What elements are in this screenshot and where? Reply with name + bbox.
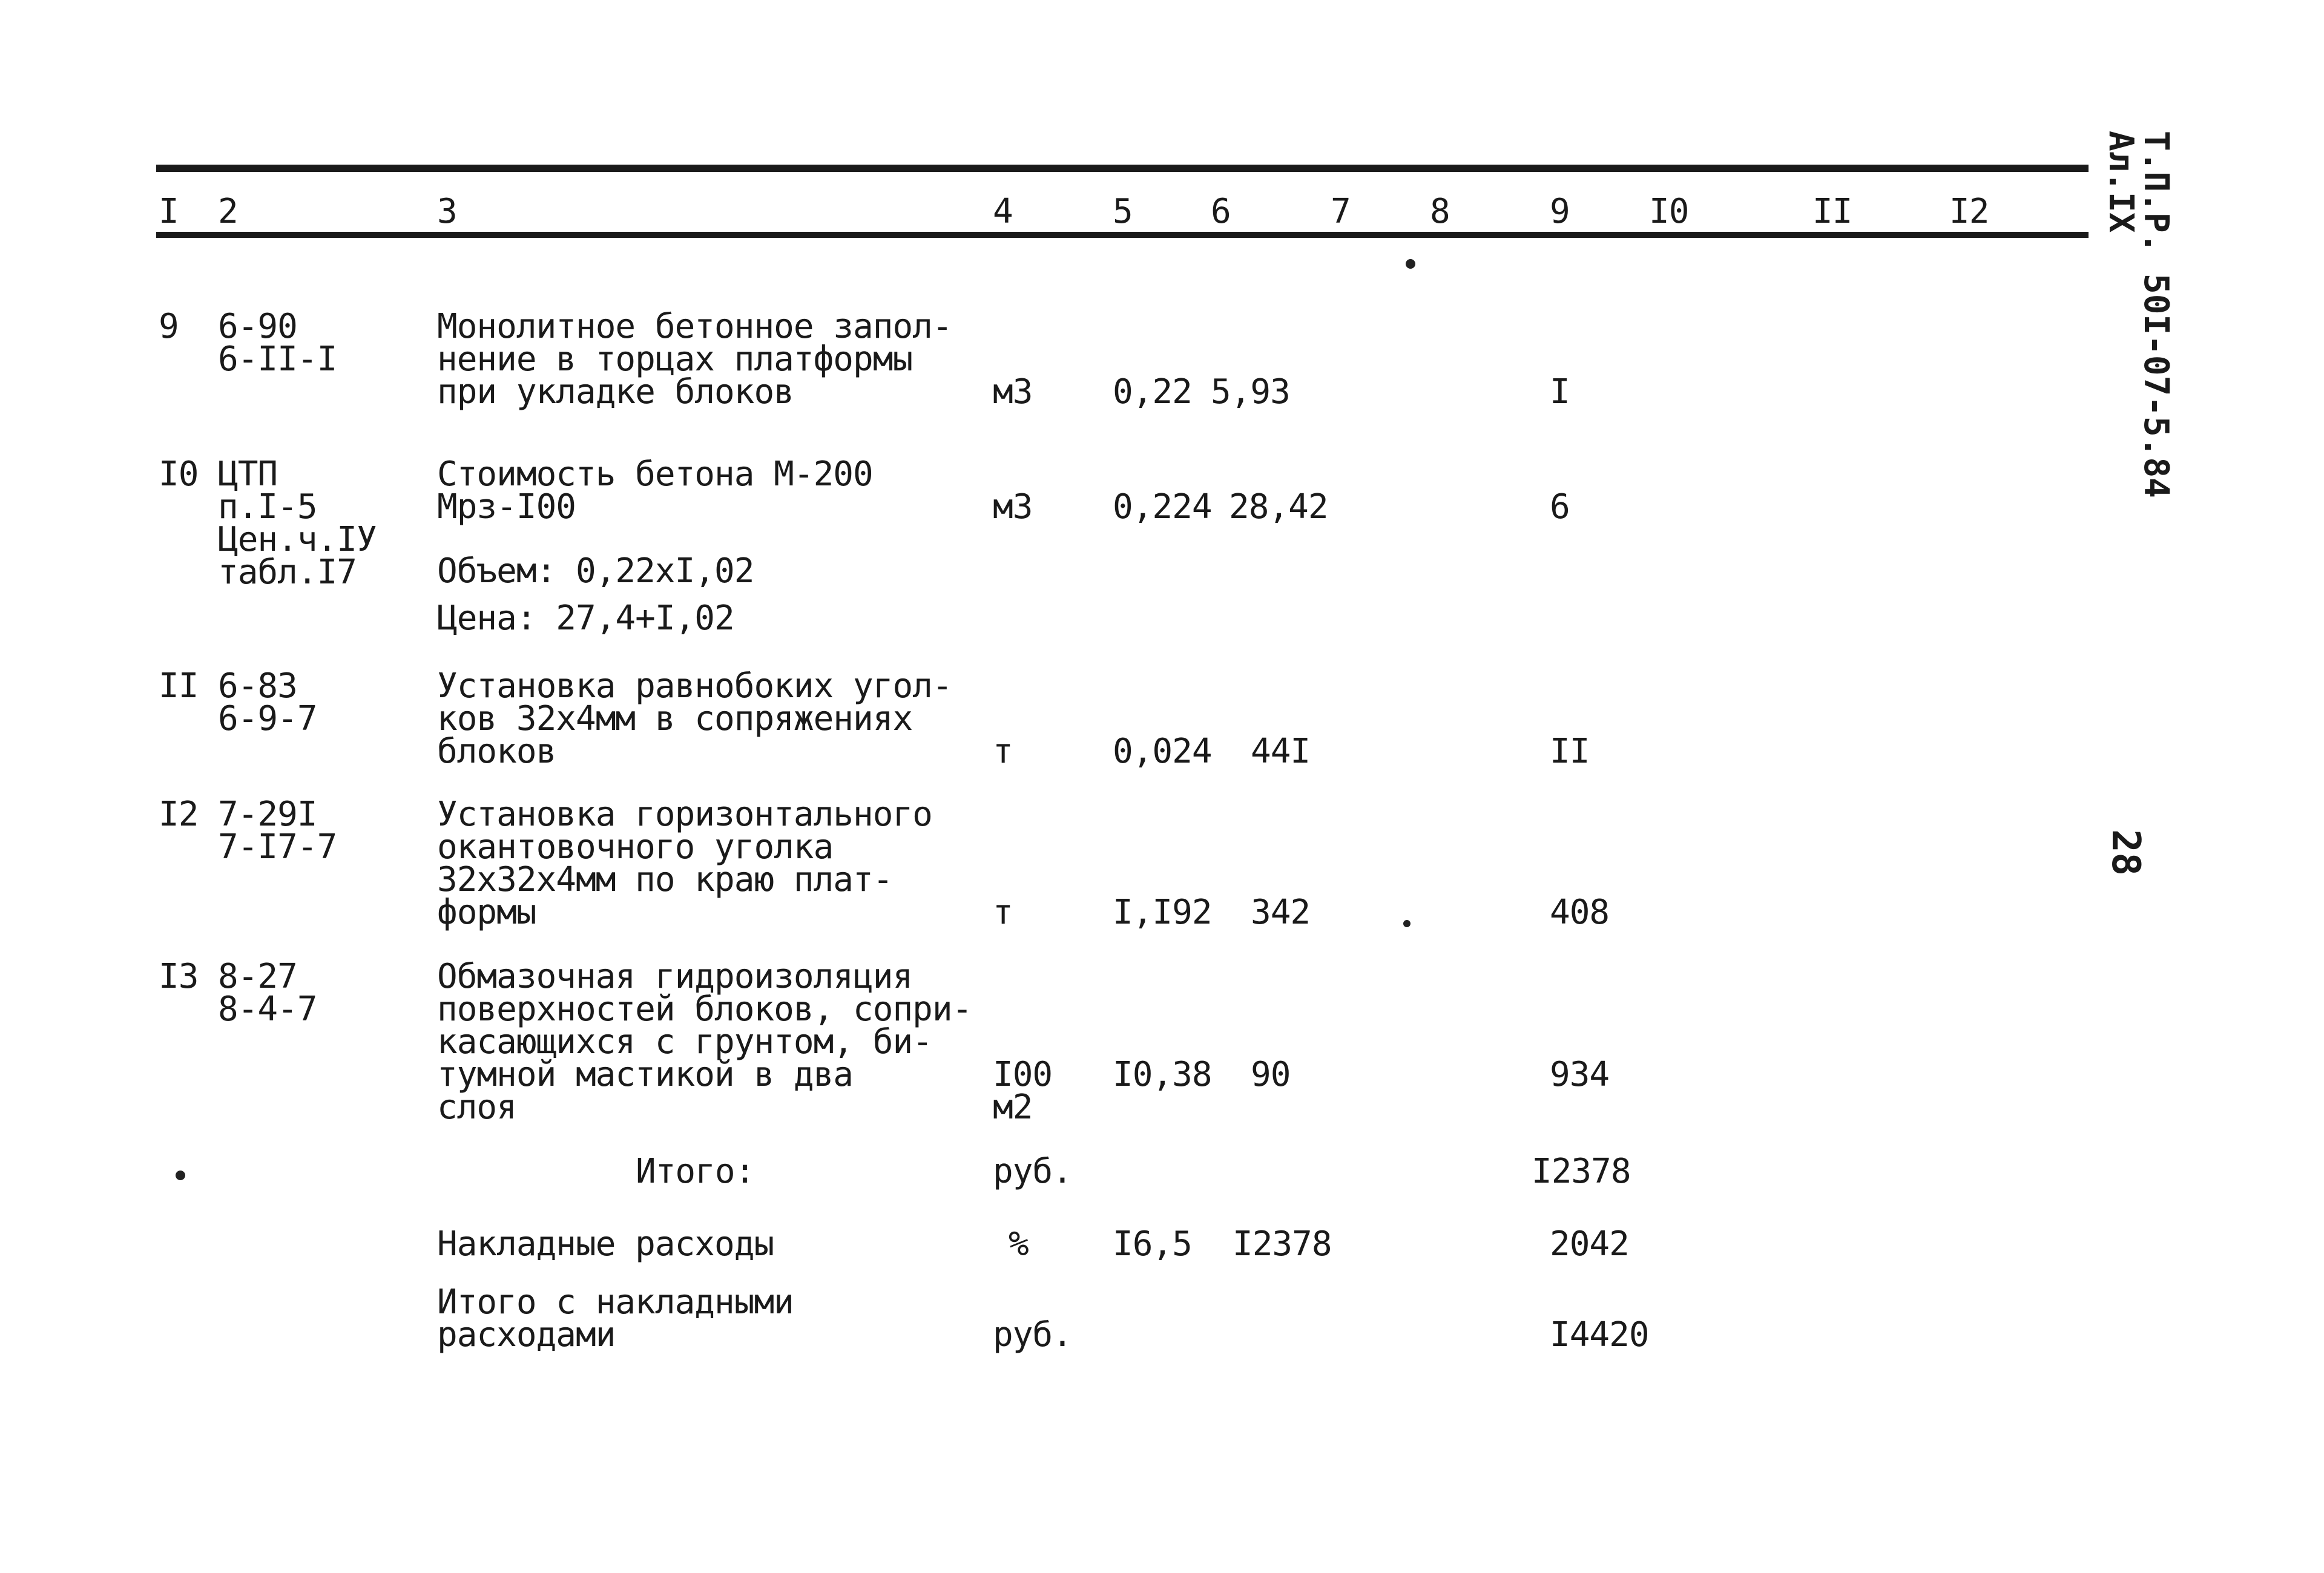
rate-code: 6-9-7 <box>218 699 317 738</box>
unit-price: 28,42 <box>1229 487 1328 527</box>
rate-code: 8-27 <box>218 957 297 996</box>
header-bottom-rule <box>156 232 2089 238</box>
work-description: слоя <box>437 1088 516 1127</box>
col-header-9: 9 <box>1550 192 1570 231</box>
total-cost: 408 <box>1550 893 1610 932</box>
row-number: I0 <box>159 455 199 494</box>
rate-code: 6-II-I <box>218 340 337 379</box>
document-code-line2: Ал.IX <box>2101 131 2141 233</box>
rate-code: 7-I7-7 <box>218 827 337 867</box>
work-description: ков 32х4мм в сопряжениях <box>437 699 913 738</box>
rate-code: 6-83 <box>218 666 297 706</box>
bullet-dot <box>176 1171 185 1180</box>
rate-code: 7-29I <box>218 795 317 834</box>
scan-speck <box>1406 259 1415 269</box>
overhead-base: I2378 <box>1233 1224 1332 1264</box>
work-description: поверхностей блоков, сопри- <box>437 990 972 1029</box>
quantity: 0,224 <box>1113 487 1212 527</box>
unit: м3 <box>993 487 1033 527</box>
work-description: 32х32х4мм по краю плат- <box>437 860 893 899</box>
col-header-12: I2 <box>1949 192 1989 231</box>
overhead-rate: I6,5 <box>1113 1224 1192 1264</box>
work-description: при укладке блоков <box>437 372 794 412</box>
unit: м3 <box>993 372 1033 412</box>
grand-total-label: Итого с накладными <box>437 1282 794 1322</box>
document-code <box>2101 131 2176 498</box>
total-cost: 934 <box>1550 1055 1610 1094</box>
rate-code: п.I-5 <box>218 487 317 527</box>
page-number: 28 <box>2103 829 2148 876</box>
overhead-unit: % <box>1009 1224 1029 1264</box>
quantity: 0,22 <box>1113 372 1192 412</box>
unit-price: 342 <box>1251 893 1311 932</box>
unit: т <box>993 732 1013 771</box>
scan-speck <box>1403 920 1411 927</box>
row-number: 9 <box>159 307 179 346</box>
unit: м2 <box>993 1088 1033 1127</box>
col-header-5: 5 <box>1113 192 1133 231</box>
work-description: Обмазочная гидроизоляция <box>437 957 913 996</box>
col-header-10: I0 <box>1649 192 1689 231</box>
col-header-7: 7 <box>1331 192 1351 231</box>
col-header-3: 3 <box>437 192 457 231</box>
work-description: Монолитное бетонное запол- <box>437 307 952 346</box>
row-number: II <box>159 666 199 706</box>
rate-code: 6-90 <box>218 307 297 346</box>
subtotal-label: Итого: <box>636 1152 755 1191</box>
work-description: Стоимость бетона М-200 <box>437 455 873 494</box>
subtotal-amount: I2378 <box>1532 1152 1631 1191</box>
unit: I00 <box>993 1055 1053 1094</box>
col-header-1: I <box>159 192 179 231</box>
calculation-note: Объем: 0,22хI,02 <box>437 551 754 591</box>
unit-price: 44I <box>1251 732 1311 771</box>
col-header-2: 2 <box>218 192 238 231</box>
rate-code: Цен.ч.IУ <box>218 520 377 559</box>
quantity: I,I92 <box>1113 893 1212 932</box>
unit: т <box>993 893 1013 932</box>
work-description: нение в торцах платформы <box>437 340 913 379</box>
col-header-11: II <box>1812 192 1852 231</box>
table-top-rule <box>156 165 2089 172</box>
quantity: 0,024 <box>1113 732 1212 771</box>
document-code-line1: Т.П.Р. 50I-07-5.84 <box>2136 131 2176 498</box>
work-description: тумной мастикой в два <box>437 1055 854 1094</box>
work-description: формы <box>437 893 536 932</box>
work-description: окантовочного уголка <box>437 827 834 867</box>
row-number: I2 <box>159 795 199 834</box>
work-description: Установка горизонтального <box>437 795 932 834</box>
total-cost: II <box>1550 732 1590 771</box>
overhead-label: Накладные расходы <box>437 1224 774 1264</box>
work-description: блоков <box>437 732 556 771</box>
work-description: Мрз-I00 <box>437 487 576 527</box>
calculation-note: Цена: 27,4+I,02 <box>437 599 734 638</box>
grand-total-amount: I4420 <box>1550 1315 1649 1355</box>
total-cost: 6 <box>1550 487 1570 527</box>
col-header-8: 8 <box>1430 192 1450 231</box>
total-cost: I <box>1550 372 1570 412</box>
grand-total-label: расходами <box>437 1315 616 1355</box>
unit-price: 90 <box>1251 1055 1291 1094</box>
rate-code: табл.I7 <box>218 553 357 592</box>
quantity: I0,38 <box>1113 1055 1212 1094</box>
work-description: Установка равнобоких угол- <box>437 666 952 706</box>
overhead-amount: 2042 <box>1550 1224 1629 1264</box>
col-header-4: 4 <box>993 192 1013 231</box>
grand-total-unit: руб. <box>993 1315 1072 1355</box>
row-number: I3 <box>159 957 199 996</box>
subtotal-unit: руб. <box>993 1152 1072 1191</box>
work-description: касающихся с грунтом, би- <box>437 1022 932 1062</box>
col-header-6: 6 <box>1211 192 1231 231</box>
rate-code: ЦТП <box>218 455 278 494</box>
unit-price: 5,93 <box>1211 372 1290 412</box>
rate-code: 8-4-7 <box>218 990 317 1029</box>
